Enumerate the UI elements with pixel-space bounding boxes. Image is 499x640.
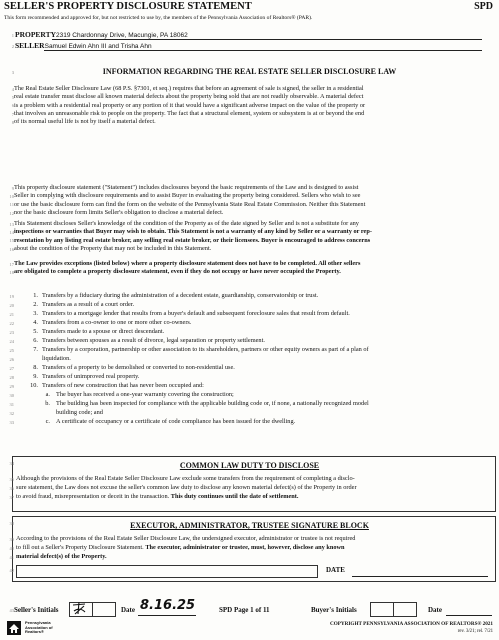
seller-underline — [44, 50, 482, 51]
buyer-initials-box-1[interactable] — [370, 602, 394, 617]
seller-date-value[interactable]: 8.16.25 — [140, 598, 196, 613]
para3-line: inspections or warranties that Buyer may wish to obtain. This Statement is not a warranty of any kind by Seller or a warranty or rep- — [14, 228, 372, 236]
list-item: a. The buyer has received a one-year warranty covering the construction; — [45, 391, 234, 398]
para2-line: Seller in complying with disclosure requirements and to assist Buyer in evaluating the property being considered. Sellers who wish to see — [14, 192, 361, 200]
line-number: 3 — [11, 70, 14, 75]
line-number: 41 — [9, 555, 14, 560]
seller-date-label: Date — [121, 606, 135, 614]
list-item: 1. Transfers by a fiduciary during the administration of a decedent estate, guardianship, conservatorship or trust. — [33, 292, 319, 299]
seller-date-line — [138, 615, 196, 616]
list-item: 4. Transfers from a co-owner to one or more other co-owners. — [33, 319, 192, 326]
line-number: 12 — [9, 211, 14, 216]
list-item: 9. Transfers of unimproved real property. — [33, 373, 140, 380]
list-item: c. A certificate of occupancy or a certificate of code compliance has been issued for the dwelling. — [45, 418, 296, 425]
para3-line: about the condition of the Property that may not be included in this Statement. — [14, 244, 212, 252]
line-number: 20 — [9, 303, 14, 308]
para2-line: This property disclosure statement ("Statement") includes disclosures beyond the basic requirements of the Law and is designed to assist — [14, 184, 359, 191]
para4-line: are obligated to complete a property disclosure statement, even if they do not occupy or have never occupied the Property. — [14, 268, 341, 276]
para1-line: of its normal useful life is not by itself a material defect. — [14, 118, 156, 126]
line-number: 32 — [9, 411, 14, 416]
form-title: SELLER'S PROPERTY DISCLOSURE STATEMENT — [4, 1, 252, 12]
line-number: 7 — [11, 112, 14, 117]
seller-row — [15, 41, 152, 50]
line-number: 28 — [9, 375, 14, 380]
para2-line: or use the basic disclosure form can find the form on the website of the Pennsylvania State Real Estate Commission. Neither this Statement — [14, 200, 366, 208]
line-number: 39 — [9, 537, 14, 542]
executor-line: to fill out a Seller's Property Disclosure Statement. The executor, administrator or trustee, must, however, disclose any known — [16, 544, 345, 551]
line-number: 11 — [9, 202, 14, 207]
line-number: 27 — [9, 366, 14, 371]
list-item: 5. Transfers made to a spouse or direct descendant. — [33, 328, 165, 335]
seller-initials-signature — [70, 600, 90, 616]
para2-line: nor the basic disclosure form limits Seller's obligation to disclose a material defect. — [14, 208, 224, 216]
buyer-initials-box-2[interactable] — [393, 602, 417, 617]
line-number: 6 — [11, 103, 14, 108]
line-number: 4 — [11, 87, 14, 92]
executor-heading: EXECUTOR, ADMINISTRATOR, TRUSTEE SIGNATURE BLOCK — [130, 521, 369, 530]
executor-line: material defect(s) of the Property. — [16, 553, 107, 560]
seller-label: SELLER — [15, 41, 45, 50]
property-value[interactable]: 2319 Chardonnay Drive, Macungie, PA 18062 — [56, 32, 188, 39]
common-law-heading: COMMON LAW DUTY TO DISCLOSE — [179, 461, 320, 470]
line-number: 29 — [9, 384, 14, 389]
executor-signature-field[interactable] — [16, 565, 318, 578]
org-name: Pennsylvania Association of Realtors® — [25, 620, 53, 634]
executor-date-line[interactable] — [352, 576, 488, 577]
para4-line: The Law provides exceptions (listed below) where a property disclosure statement does not have to be completed. All other sellers — [14, 260, 361, 267]
line-number: 36 — [9, 486, 14, 491]
line-number: 1 — [11, 33, 14, 38]
buyer-initials-label: Buyer's Initials — [311, 606, 357, 614]
line-number: 9 — [11, 186, 14, 191]
line-number: 34 — [9, 461, 14, 466]
line-number: 16 — [9, 247, 14, 252]
property-label: PROPERTY — [15, 30, 56, 39]
list-item: 2. Transfers as a result of a court order. — [33, 301, 135, 308]
property-underline — [52, 39, 482, 40]
list-item: 10. Transfers of new construction that has never been occupied and: — [30, 382, 204, 389]
line-number: 8 — [11, 120, 14, 125]
buyer-date-label: Date — [428, 606, 442, 614]
form-code: SPD — [474, 1, 493, 12]
line-number: 15 — [9, 238, 14, 243]
line-number: 31 — [9, 402, 14, 407]
line-number: 23 — [9, 330, 14, 335]
info-heading: INFORMATION REGARDING THE REAL ESTATE SELLER DISCLOSURE LAW — [102, 67, 397, 76]
list-item: 3. Transfers to a mortgage lender that results from a buyer's default and subsequent foreclosure sales that result from default. — [33, 310, 350, 317]
seller-initials-box-2[interactable] — [92, 602, 116, 617]
para1-line: is a problem with a residential real property or any portion of it that would have a significant adverse impact on the value of the property or — [14, 101, 366, 109]
line-number: 35 — [9, 477, 14, 482]
realtor-logo-icon — [6, 620, 22, 636]
form-subtitle: This form recommended and approved for, but not restricted to use by, the members of the Pennsylvania Association of Realtors® (PAR). — [4, 15, 313, 21]
list-item: building code; and — [56, 409, 103, 416]
line-number: 38 — [9, 521, 14, 526]
line-number: 21 — [9, 312, 14, 317]
line-number: 40 — [9, 546, 14, 551]
line-number: 17 — [9, 262, 14, 267]
line-number: 24 — [9, 339, 14, 344]
line-number: 30 — [9, 393, 14, 398]
seller-initials-label: Seller's Initials — [14, 606, 59, 614]
line-number: 26 — [9, 357, 14, 362]
executor-date-label: DATE — [326, 566, 345, 574]
property-row — [15, 30, 188, 39]
line-number: 37 — [9, 495, 14, 500]
line-number: 10 — [9, 194, 14, 199]
buyer-date-line[interactable] — [446, 615, 492, 616]
line-number: 18 — [9, 270, 14, 275]
para3-line: This Statement discloses Seller's knowledge of the condition of the Property as of the date signed by Seller and is not a substitute for any — [14, 220, 359, 227]
list-item: b. The building has been inspected for compliance with the applicable building code or, if none, a nationally recognized model — [45, 400, 369, 407]
copyright-text: COPYRIGHT PENNSYLVANIA ASSOCIATION OF REALTORS® 2021 — [329, 621, 493, 627]
revision-text: rev. 3/21; rel. 7/21 — [457, 629, 493, 634]
line-number: 25 — [9, 348, 14, 353]
common-law-line: Although the provisions of the Real Estate Seller Disclosure Law exclude some transfers from the requirement of completing a disclo- — [16, 475, 355, 482]
common-law-line: to avoid fraud, misrepresentation or deceit in the transaction. This duty continues until the date of settlement. — [16, 493, 299, 500]
para3-line: resentation by any listing real estate broker, any selling real estate broker, or their licensees. Buyer is encouraged to address concerns — [14, 236, 371, 244]
seller-value[interactable]: Samuel Edwin Ahn III and Trisha Ahn — [44, 43, 152, 50]
list-item: liquidation. — [42, 355, 71, 362]
para1-line: that involves an unreasonable risk to people on the property. The fact that a structural element, system or subsystem is at or beyond the end — [14, 109, 365, 117]
line-number: 13 — [9, 222, 14, 227]
line-number: 33 — [9, 420, 14, 425]
para1-line: real estate transfer must disclose all known material defects about the property being sold that are not readily observable. A material defect — [14, 93, 364, 101]
page-indicator: SPD Page 1 of 11 — [219, 606, 270, 614]
exception-list — [22, 292, 492, 427]
line-number: 2 — [11, 44, 14, 49]
para1-line: The Real Estate Seller Disclosure Law (68 P.S. §7301, et seq.) requires that before an agreement of sale is signed, the seller in a residential — [14, 85, 364, 92]
list-item: 7. Transfers by a corporation, partnership or other association to its shareholders, partners or other equity owners as part of a plan of — [33, 346, 369, 353]
common-law-line: sure statement, the Law does not excuse the seller's common law duty to disclose any known material defect(s) of the Property in order — [16, 484, 357, 491]
executor-line: According to the provisions of the Real Estate Seller Disclosure Law, the undersigned executor, administrator or trustee is not required — [16, 535, 356, 542]
line-number: 19 — [9, 294, 14, 299]
line-number: 43 — [9, 608, 14, 613]
list-item: 6. Transfers between spouses as a result of divorce, legal separation or property settlement. — [33, 337, 265, 344]
line-number: 14 — [9, 230, 14, 235]
line-number: 42 — [9, 568, 14, 573]
line-number: 5 — [11, 95, 14, 100]
line-number: 22 — [9, 321, 14, 326]
list-item: 8. Transfers of a property to be demolished or converted to non-residential use. — [33, 364, 235, 371]
